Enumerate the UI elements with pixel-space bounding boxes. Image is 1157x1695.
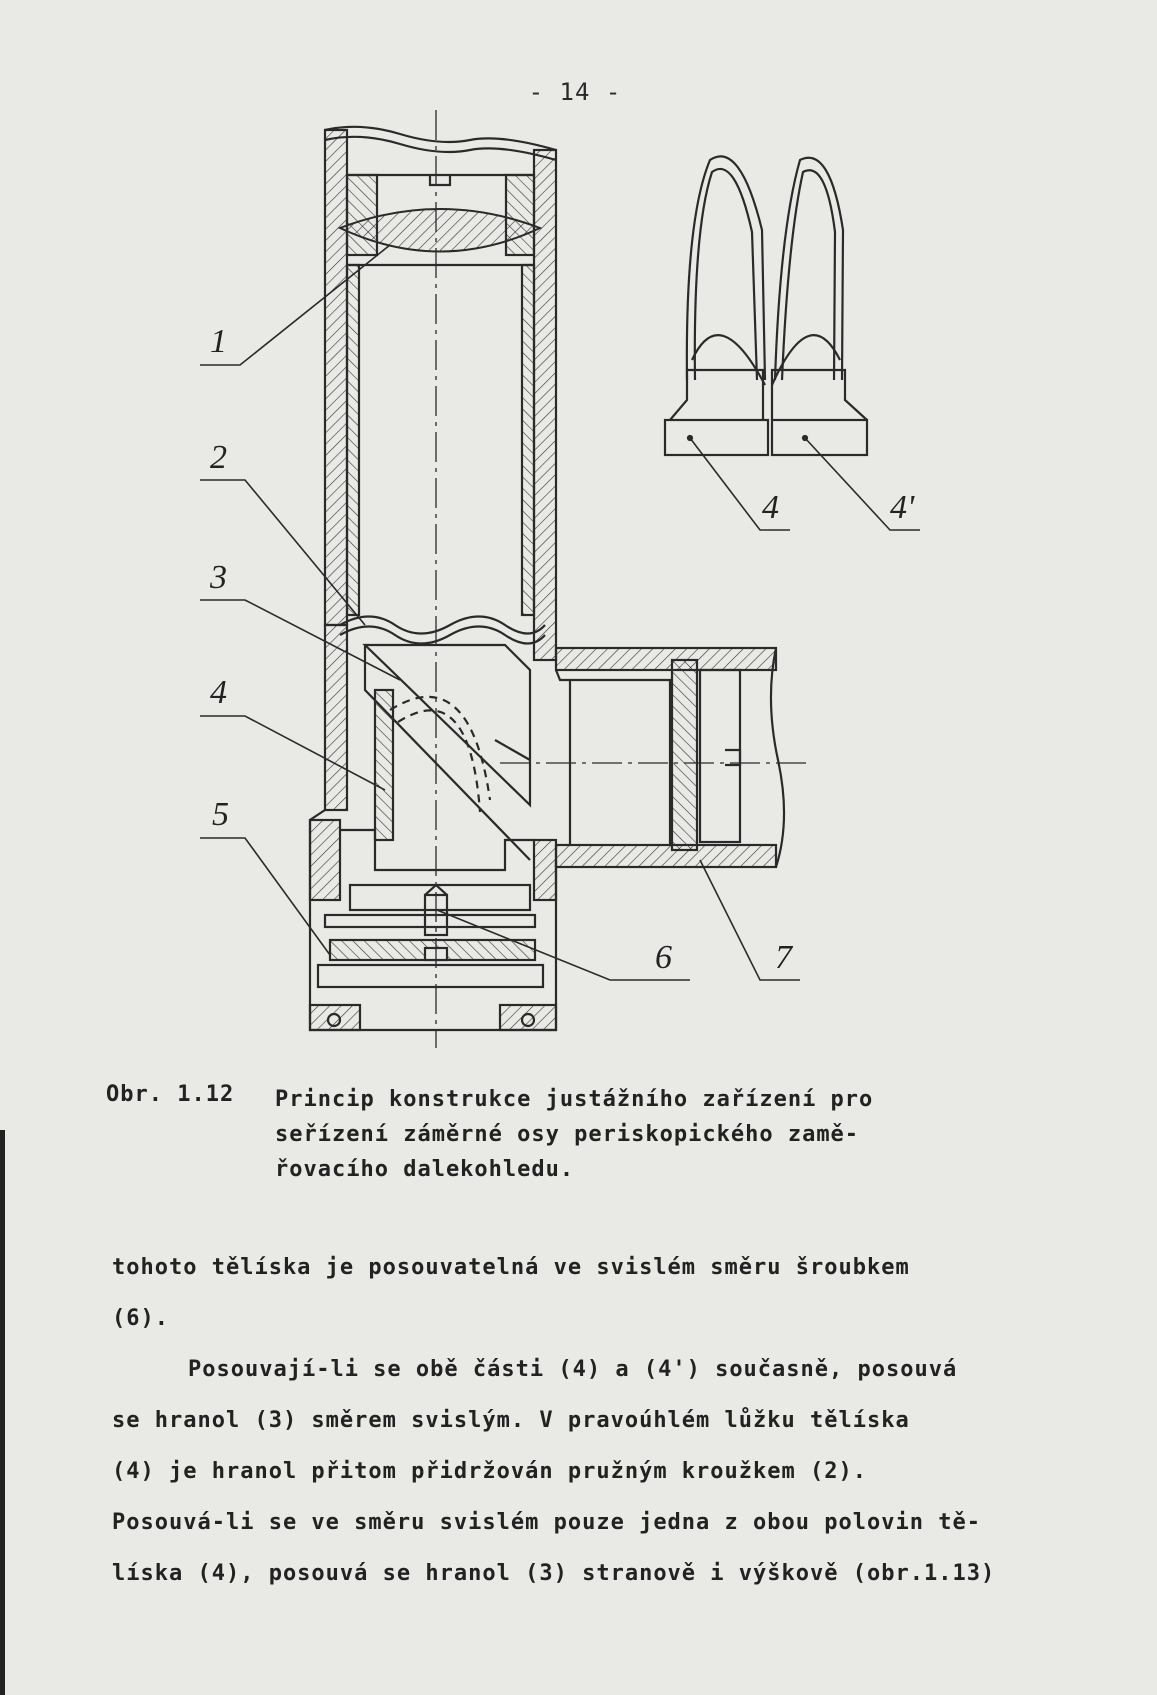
label-5: 5 (212, 796, 229, 833)
detail-block-4 (665, 420, 768, 455)
detail-block-4prime (772, 420, 867, 455)
page-binding-edge (0, 1130, 5, 1695)
figure-caption (275, 1082, 965, 1187)
tube-wall-left (325, 130, 347, 625)
label-4prime-detail: 4' (890, 489, 915, 526)
label-4: 4 (210, 674, 227, 711)
side-arm-bottom-wall (556, 845, 776, 867)
side-arm-top-wall (556, 648, 776, 670)
body-line: (6). (112, 1306, 169, 1331)
page-number: - 14 - (528, 78, 622, 106)
label-6: 6 (655, 939, 672, 976)
body-line: Posouvají-li se obě části (4) a (4') současně, posouvá (188, 1357, 958, 1382)
label-1: 1 (210, 323, 227, 360)
label-3: 3 (210, 559, 227, 596)
figure-caption-label: Obr. 1.12 (106, 1082, 235, 1107)
label-2: 2 (210, 439, 227, 476)
caption-line: seřízení záměrné osy periskopického zamě- (275, 1122, 860, 1147)
body-line: Posouvá-li se ve směru svislém pouze jedna z obou polovin tě- (112, 1510, 981, 1535)
body-line: (4) je hranol přitom přidržován pružným kroužkem (2). (112, 1459, 867, 1484)
spring-ring (340, 617, 545, 634)
body-line: líska (4), posouvá se hranol (3) stranově i výškově (obr.1.13) (112, 1561, 996, 1586)
label-4-detail: 4 (762, 489, 779, 526)
label-7: 7 (775, 939, 792, 976)
body-text (112, 1242, 1062, 1599)
caption-line: Princip konstrukce justážního zařízení pro (275, 1087, 874, 1112)
caption-line: řovacího dalekohledu. (275, 1157, 575, 1182)
body-line: se hranol (3) směrem svislým. V pravoúhlém lůžku tělíska (112, 1408, 910, 1433)
body-line: tohoto tělíska je posouvatelná ve svislém směru šroubkem (112, 1255, 910, 1280)
eyepiece-lens (672, 660, 697, 850)
